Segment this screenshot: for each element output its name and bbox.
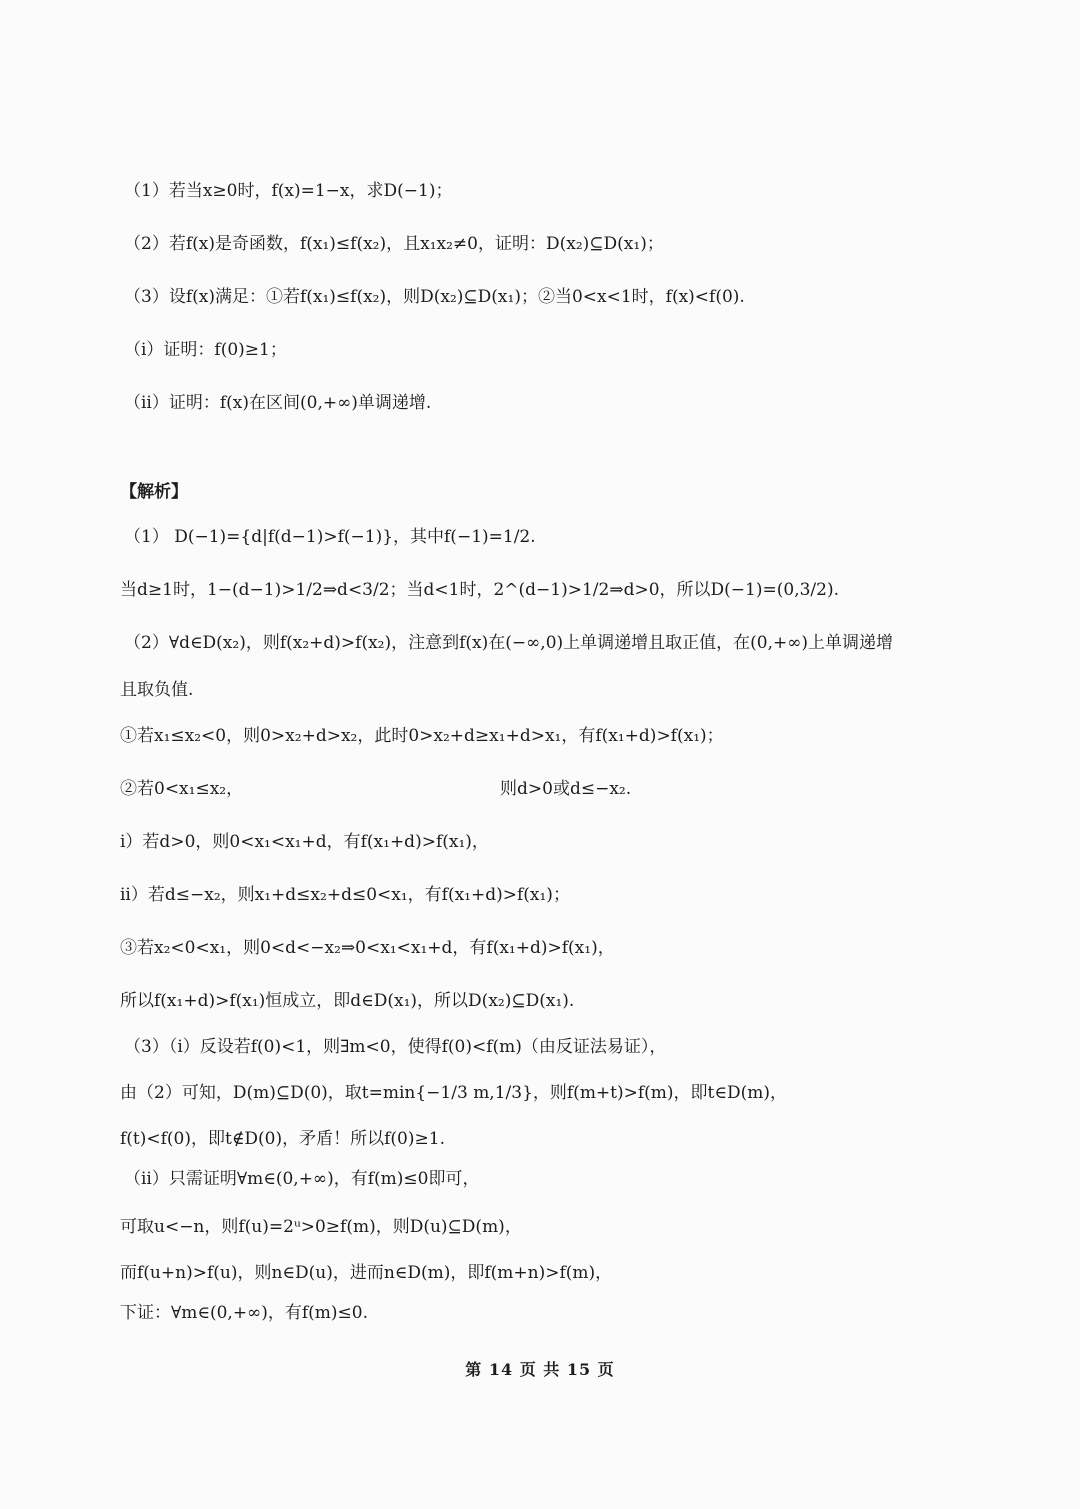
solution-line: 可取u<−n，则f(u)=2ᵘ>0≥f(m)，则D(u)⊆D(m)， [120,1217,522,1237]
solution-line: i）若d>0，则0<x₁<x₁+d，有f(x₁+d)>f(x₁)， [120,832,489,852]
solution-line: （3）（i）反设若f(0)<1，则∃m<0，使得f(0)<f(m)（由反证法易证）， [124,1037,667,1057]
solution-line: ③若x₂<0<x₁，则0<d<−x₂⇒0<x₁<x₁+d，有f(x₁+d)>f(x₁)， [120,938,615,958]
solution-line: （ii）只需证明∀m∈(0,+∞)，有f(m)≤0即可， [124,1169,480,1189]
solution-line: （2）∀d∈D(x₂)，则f(x₂+d)>f(x₂)，注意到f(x)在(−∞,0)上单调递增且取正值，在(0,+∞)上单调递增 [124,633,894,653]
page-number-footer: 第 14 页 共 15 页 [465,1360,615,1379]
solution-line: 当d≥1时，1−(d−1)>1/2⇒d<3/2；当d<1时，2^(d−1)>1/2⇒d>0，所以D(−1)=(0,3/2). [120,580,839,600]
solution-line: 所以f(x₁+d)>f(x₁)恒成立，即d∈D(x₁)，所以D(x₂)⊆D(x₁). [120,991,575,1011]
solution-line: ii）若d≤−x₂，则x₁+d≤x₂+d≤0<x₁，有f(x₁+d)>f(x₁)； [120,885,570,905]
solution-line: 则d>0或d≤−x₂. [500,779,632,799]
problem-part-2: （2）若f(x)是奇函数，f(x₁)≤f(x₂)，且x₁x₂≠0，证明：D(x₂)⊆D(x₁)； [124,234,664,254]
solution-line: 且取负值. [120,680,194,700]
solution-line: f(t)<f(0)，即t∉D(0)，矛盾！所以f(0)≥1. [120,1129,445,1149]
solution-line: （1） D(−1)={d|f(d−1)>f(−1)}，其中f(−1)=1/2. [124,527,536,547]
problem-part-3: （3）设f(x)满足：①若f(x₁)≤f(x₂)，则D(x₂)⊆D(x₁)；②当0<x<1时，f(x)<f(0). [124,287,745,307]
solution-line: 由（2）可知，D(m)⊆D(0)，取t=min{−1/3 m,1/3}，则f(m+t)>f(m)，即t∈D(m)， [120,1083,787,1103]
problem-part-3-i: （i）证明：f(0)≥1； [124,340,287,360]
solution-line: ①若x₁≤x₂<0，则0>x₂+d>x₂，此时0>x₂+d≥x₁+d>x₁，有f(x₁+d)>f(x₁)； [120,726,724,746]
problem-part-3-ii: （ii）证明：f(x)在区间(0,+∞)单调递增. [124,393,432,413]
analysis-heading: 【解析】 [120,482,188,502]
solution-line: 而f(u+n)>f(u)，则n∈D(u)，进而n∈D(m)，即f(m+n)>f(m)， [120,1263,613,1283]
solution-line: ②若0<x₁≤x₂， [120,779,244,799]
solution-line: 下证：∀m∈(0,+∞)，有f(m)≤0. [120,1303,368,1323]
problem-part-1: （1）若当x≥0时，f(x)=1−x，求D(−1)； [124,181,453,201]
